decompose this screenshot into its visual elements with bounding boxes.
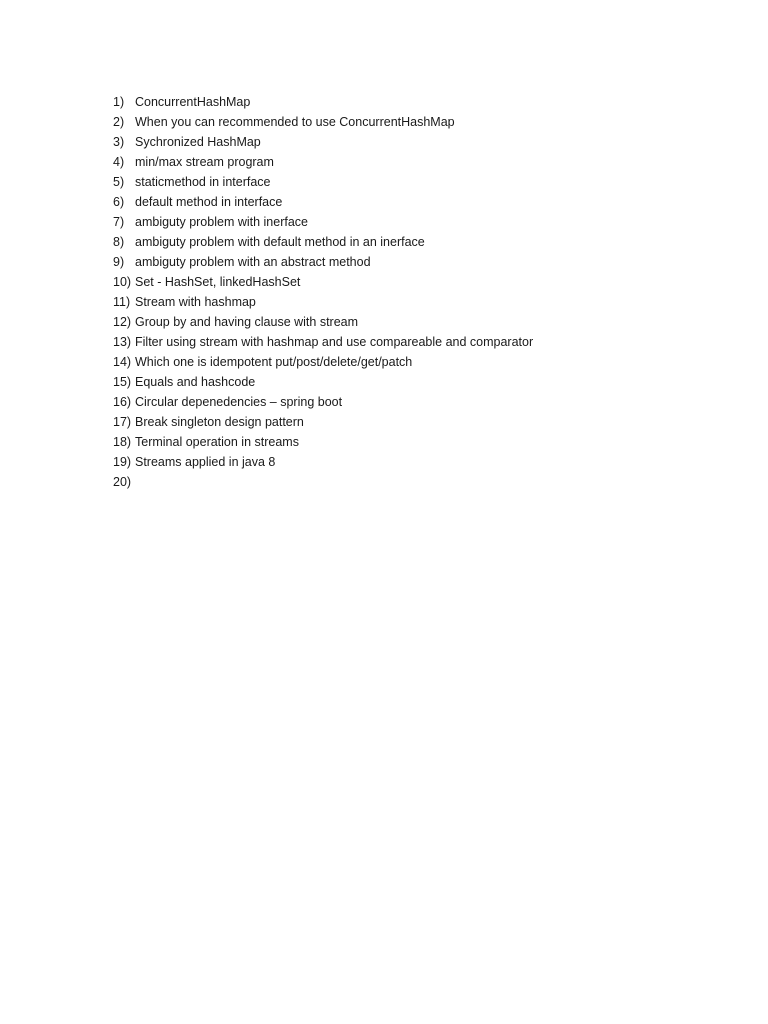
item-text: Group by and having clause with stream xyxy=(135,315,359,329)
item-number: 2) xyxy=(113,115,125,129)
list-item xyxy=(113,152,533,172)
item-number: 7) xyxy=(113,215,125,229)
item-number: 5) xyxy=(113,175,125,189)
item-number: 1) xyxy=(113,95,125,109)
item-number: 15) xyxy=(113,375,132,389)
item-text: Sychronized HashMap xyxy=(135,135,261,149)
item-text: Terminal operation in streams xyxy=(135,435,299,449)
list-item xyxy=(113,192,533,212)
list-item xyxy=(113,92,533,112)
list-item xyxy=(113,412,533,432)
list-item xyxy=(113,132,533,152)
list-item xyxy=(113,332,533,352)
item-number: 13) xyxy=(113,335,132,349)
question-list xyxy=(113,92,533,492)
item-number: 12) xyxy=(113,315,132,329)
item-text: ambiguty problem with inerface xyxy=(135,215,308,229)
item-number: 18) xyxy=(113,435,132,449)
item-number: 14) xyxy=(113,355,132,369)
item-text: ambiguty problem with default method in an inerface xyxy=(135,235,425,249)
list-item xyxy=(113,212,533,232)
item-text: Circular depenedencies – spring boot xyxy=(135,395,343,409)
item-number: 8) xyxy=(113,235,125,249)
item-text: ConcurrentHashMap xyxy=(135,95,251,109)
list-item xyxy=(113,172,533,192)
list-item xyxy=(113,372,533,392)
list-item xyxy=(113,452,533,472)
item-text: Filter using stream with hashmap and use compareable and comparator xyxy=(135,335,534,349)
item-text: ambiguty problem with an abstract method xyxy=(135,255,371,269)
list-item xyxy=(113,252,533,272)
list-item xyxy=(113,272,533,292)
list-item xyxy=(113,312,533,332)
item-text: Stream with hashmap xyxy=(135,295,256,309)
item-text: Equals and hashcode xyxy=(135,375,256,389)
item-number: 6) xyxy=(113,195,125,209)
item-number: 20) xyxy=(113,475,132,489)
item-number: 17) xyxy=(113,415,132,429)
list-item xyxy=(113,392,533,412)
item-number: 4) xyxy=(113,155,125,169)
item-number: 9) xyxy=(113,255,125,269)
item-text: Break singleton design pattern xyxy=(135,415,304,429)
item-text: Set - HashSet, linkedHashSet xyxy=(135,275,301,289)
list-item xyxy=(113,472,533,492)
item-text: When you can recommended to use ConcurrentHashMap xyxy=(135,115,455,129)
item-number: 16) xyxy=(113,395,132,409)
list-item xyxy=(113,232,533,252)
item-text: Which one is idempotent put/post/delete/get/patch xyxy=(135,355,413,369)
item-number: 3) xyxy=(113,135,125,149)
item-number: 19) xyxy=(113,455,132,469)
list-item xyxy=(113,432,533,452)
item-text: staticmethod in interface xyxy=(135,175,271,189)
item-number: 10) xyxy=(113,275,132,289)
item-text: default method in interface xyxy=(135,195,283,209)
item-text: min/max stream program xyxy=(135,155,274,169)
item-text: Streams applied in java 8 xyxy=(135,455,276,469)
list-item xyxy=(113,292,533,312)
list-item xyxy=(113,112,533,132)
item-number: 11) xyxy=(113,295,131,309)
list-item xyxy=(113,352,533,372)
